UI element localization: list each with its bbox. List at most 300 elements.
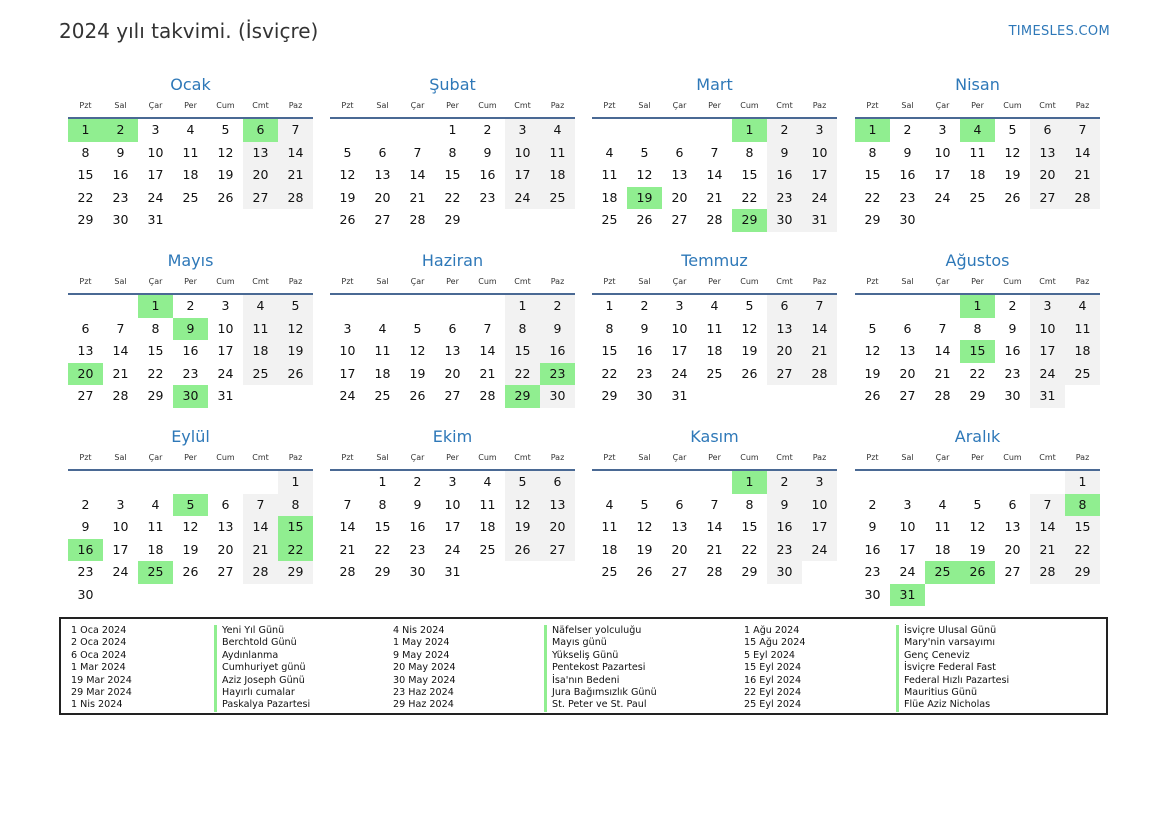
weekend-day-cell: 16	[767, 516, 802, 539]
weekday-header	[592, 449, 837, 471]
week-row	[68, 209, 313, 232]
weekend-day-cell: 10	[1030, 318, 1065, 341]
day-cell: 12	[217, 144, 234, 160]
weekday-label: Pzt	[866, 453, 879, 462]
legend-holiday-name: Genç Ceneviz	[904, 649, 970, 661]
day-cell: 11	[706, 320, 723, 336]
week-row	[68, 142, 313, 165]
weekday-label: Cum	[478, 277, 497, 286]
weekend-day-cell: 21	[243, 539, 278, 562]
empty-day-cell	[278, 584, 313, 607]
weekend-day-cell: 18	[540, 164, 575, 187]
day-cell: 23	[1004, 365, 1021, 381]
day-cell: 15	[601, 343, 618, 358]
day-cell: 28	[409, 212, 426, 227]
week-row	[330, 164, 575, 187]
empty-day-cell	[278, 385, 313, 408]
day-cell: 19	[339, 189, 356, 205]
empty-day-cell	[103, 295, 138, 318]
weekend-day-cell: 20	[1030, 164, 1065, 187]
weekday-label: Pzt	[866, 101, 879, 110]
week-row	[592, 295, 837, 318]
weekday-label: Çar	[410, 101, 425, 110]
day-cell: 14	[706, 167, 723, 182]
day-cell: 5	[1008, 122, 1017, 137]
weekday-label: Cmt	[776, 453, 793, 462]
day-cell: 16	[409, 519, 426, 534]
weekend-day-cell: 17	[1030, 340, 1065, 363]
weekend-day-cell: 25	[1065, 363, 1100, 386]
week-row	[592, 340, 837, 363]
empty-day-cell	[627, 471, 662, 494]
weekday-label: Cum	[740, 101, 759, 110]
weekend-day-cell: 21	[1030, 539, 1065, 562]
legend-holiday-name: Flüe Aziz Nicholas	[904, 699, 991, 711]
day-cell: 24	[444, 541, 461, 557]
weekend-day-cell: 6	[767, 295, 802, 318]
legend-holiday-name: St. Peter ve St. Paul	[552, 699, 647, 711]
week-row	[68, 539, 313, 562]
weekend-day-cell: 7	[1065, 119, 1100, 142]
day-cell: 8	[448, 144, 457, 160]
day-cell: 4	[710, 298, 719, 313]
weekday-label: Pzt	[341, 101, 354, 110]
week-row	[330, 539, 575, 562]
empty-day-cell	[1030, 584, 1065, 607]
empty-day-cell	[1065, 584, 1100, 607]
day-cell: 24	[934, 189, 951, 205]
day-cell: 2	[81, 496, 90, 512]
weekend-day-cell: 3	[802, 471, 837, 494]
month-11	[592, 425, 837, 584]
weekend-day-cell: 21	[802, 340, 837, 363]
day-cell: 4	[186, 122, 195, 137]
day-cell: 21	[706, 189, 723, 205]
week-row	[330, 471, 575, 494]
week-row	[330, 187, 575, 210]
weekday-label: Cmt	[776, 101, 793, 110]
weekday-label: Sal	[114, 101, 127, 110]
day-cell: 5	[973, 496, 982, 512]
weekend-day-cell: 6	[1030, 119, 1065, 142]
day-cell: 6	[675, 144, 684, 160]
month-6	[330, 249, 575, 408]
month-title: Kasım	[690, 427, 739, 446]
weekday-label: Sal	[901, 101, 914, 110]
weekend-day-cell: 9	[540, 318, 575, 341]
weekday-label: Sal	[114, 277, 127, 286]
week-row	[68, 516, 313, 539]
empty-day-cell	[802, 385, 837, 408]
day-cell: 26	[217, 189, 234, 205]
day-cell: 3	[343, 320, 352, 336]
weekend-day-cell: 1	[278, 471, 313, 494]
month-9	[68, 425, 313, 606]
month-title: Mart	[696, 75, 733, 94]
legend-names-column	[896, 625, 1009, 712]
weekday-label: Per	[708, 101, 721, 110]
weekend-day-cell: 25	[540, 187, 575, 210]
day-cell: 3	[903, 496, 912, 512]
weekend-day-cell: 27	[540, 539, 575, 562]
weekday-label: Cmt	[252, 101, 269, 110]
day-cell: 2	[868, 496, 877, 512]
month-title: Haziran	[421, 251, 484, 270]
week-row	[592, 142, 837, 165]
day-cell: 1	[378, 474, 387, 489]
weekday-label: Cum	[740, 453, 759, 462]
day-cell: 15	[77, 167, 94, 182]
day-cell: 29	[444, 212, 461, 227]
empty-day-cell	[960, 584, 995, 607]
empty-day-cell	[960, 209, 995, 232]
day-cell: 14	[112, 343, 129, 358]
weekend-day-cell: 7	[802, 295, 837, 318]
weekend-day-cell: 16	[540, 340, 575, 363]
day-cell: 16	[479, 167, 496, 182]
day-cell: 11	[479, 496, 496, 512]
holiday-day-cell: 25	[925, 561, 960, 584]
day-cell: 11	[601, 167, 618, 182]
day-cell: 23	[182, 365, 199, 381]
weekday-label: Çar	[672, 101, 687, 110]
legend-holiday-name: Hayırlı cumalar	[222, 687, 295, 699]
day-cell: 14	[706, 519, 723, 534]
weekend-day-cell: 2	[767, 471, 802, 494]
day-cell: 21	[479, 365, 496, 381]
day-cell: 3	[151, 122, 160, 137]
weekday-label: Paz	[550, 277, 565, 286]
legend-holiday-name: Näfelser yolculuğu	[552, 625, 642, 636]
day-cell: 9	[868, 519, 877, 534]
empty-day-cell	[365, 119, 400, 142]
legend-holiday-name: Aydınlanma	[222, 649, 279, 661]
holiday-day-cell: 1	[138, 295, 173, 318]
day-cell: 13	[671, 167, 688, 182]
weekday-label: Çar	[148, 101, 163, 110]
day-cell: 3	[675, 298, 684, 313]
legend-dates-column	[393, 625, 456, 712]
day-cell: 24	[339, 388, 356, 403]
holiday-day-cell: 29	[732, 209, 767, 232]
empty-day-cell	[138, 471, 173, 494]
week-row	[592, 164, 837, 187]
holiday-day-cell: 5	[173, 494, 208, 517]
empty-day-cell	[995, 584, 1030, 607]
weekday-label: Pzt	[79, 101, 92, 110]
weekend-day-cell: 17	[802, 516, 837, 539]
weekend-day-cell: 20	[767, 340, 802, 363]
weekday-label: Cum	[1003, 277, 1022, 286]
day-cell: 11	[969, 144, 986, 160]
week-row	[68, 385, 313, 408]
weekend-day-cell: 13	[1030, 142, 1065, 165]
week-row	[855, 318, 1100, 341]
weekday-label: Pzt	[79, 453, 92, 462]
weekday-label: Cum	[1003, 453, 1022, 462]
weekend-day-cell: 23	[767, 539, 802, 562]
day-cell: 27	[444, 388, 461, 403]
day-cell: 29	[601, 388, 618, 403]
weekday-label: Pzt	[341, 453, 354, 462]
weekend-day-cell: 14	[243, 516, 278, 539]
weekday-label: Cum	[216, 277, 235, 286]
legend-date: 1 Nis 2024	[71, 699, 123, 711]
day-cell: 6	[81, 320, 90, 336]
empty-day-cell	[173, 471, 208, 494]
week-row	[68, 318, 313, 341]
holiday-day-cell: 23	[540, 363, 575, 386]
day-cell: 31	[671, 388, 688, 403]
weekend-day-cell: 13	[243, 142, 278, 165]
empty-day-cell	[470, 561, 505, 584]
legend-holiday-name: Mayıs günü	[552, 637, 607, 649]
weekend-day-cell: 11	[540, 142, 575, 165]
weekday-label: Pzt	[603, 453, 616, 462]
brand-link[interactable]: TIMESLES.COM	[1008, 24, 1110, 39]
week-row	[330, 119, 575, 142]
day-cell: 21	[409, 189, 426, 205]
weekend-day-cell: 14	[1030, 516, 1065, 539]
day-cell: 30	[636, 388, 653, 403]
day-cell: 22	[741, 189, 758, 205]
day-cell: 22	[601, 365, 618, 381]
day-cell: 18	[706, 343, 723, 358]
day-cell: 13	[77, 343, 94, 358]
day-cell: 7	[483, 320, 492, 336]
day-cell: 6	[378, 144, 387, 160]
empty-day-cell	[1065, 385, 1100, 408]
weekend-day-cell: 12	[278, 318, 313, 341]
week-row	[855, 561, 1100, 584]
weekday-label: Paz	[1075, 453, 1090, 462]
holiday-day-cell: 2	[103, 119, 138, 142]
day-cell: 27	[899, 388, 916, 403]
week-row	[330, 516, 575, 539]
day-cell: 10	[339, 343, 356, 358]
day-cell: 10	[671, 320, 688, 336]
legend-date: 15 Eyl 2024	[744, 662, 802, 674]
legend-holiday-name: Jura Bağımsızlık Günü	[552, 687, 657, 699]
empty-day-cell	[243, 584, 278, 607]
legend-date: 1 Ağu 2024	[744, 625, 800, 636]
day-cell: 5	[413, 320, 422, 336]
weekday-label: Paz	[288, 277, 303, 286]
weekday-label: Cum	[1003, 101, 1022, 110]
day-cell: 6	[221, 496, 230, 512]
week-row	[592, 385, 837, 408]
day-cell: 17	[444, 519, 461, 534]
day-cell: 17	[671, 343, 688, 358]
week-row	[330, 363, 575, 386]
weekday-label: Cum	[216, 453, 235, 462]
day-cell: 10	[147, 144, 164, 160]
day-cell: 21	[706, 541, 723, 557]
day-cell: 28	[339, 564, 356, 579]
week-row	[855, 209, 1100, 232]
empty-day-cell	[697, 471, 732, 494]
weekend-day-cell: 20	[243, 164, 278, 187]
legend-date: 22 Eyl 2024	[744, 687, 802, 699]
day-cell: 22	[444, 189, 461, 205]
weekday-label: Per	[446, 277, 459, 286]
weekday-label: Cmt	[252, 453, 269, 462]
weekend-day-cell: 23	[767, 187, 802, 210]
day-cell: 18	[479, 519, 496, 534]
legend-dates-column	[71, 625, 132, 712]
day-cell: 11	[147, 519, 164, 534]
day-cell: 23	[636, 365, 653, 381]
empty-day-cell	[330, 295, 365, 318]
day-cell: 2	[1008, 298, 1017, 313]
weekday-label: Per	[971, 101, 984, 110]
holiday-day-cell: 8	[1065, 494, 1100, 517]
weekend-day-cell: 3	[1030, 295, 1065, 318]
day-cell: 25	[374, 388, 391, 403]
day-cell: 20	[899, 365, 916, 381]
day-cell: 6	[903, 320, 912, 336]
week-row	[330, 142, 575, 165]
day-cell: 26	[864, 388, 881, 403]
day-cell: 17	[112, 541, 129, 557]
empty-day-cell	[103, 584, 138, 607]
day-cell: 29	[77, 212, 94, 227]
week-row	[855, 164, 1100, 187]
day-cell: 9	[81, 519, 90, 534]
day-cell: 31	[147, 212, 164, 227]
weekday-header	[68, 449, 313, 471]
weekend-day-cell: 8	[278, 494, 313, 517]
empty-day-cell	[173, 209, 208, 232]
weekday-label: Paz	[812, 277, 827, 286]
holiday-day-cell: 4	[960, 119, 995, 142]
legend-holiday-name: Berchtold Günü	[222, 637, 297, 649]
weekend-day-cell: 13	[540, 494, 575, 517]
day-cell: 15	[741, 167, 758, 182]
day-cell: 9	[116, 144, 125, 160]
legend-holiday-name: Federal Hızlı Pazartesi	[904, 674, 1010, 686]
day-cell: 8	[378, 496, 387, 512]
empty-day-cell	[243, 471, 278, 494]
day-cell: 20	[217, 541, 234, 557]
day-cell: 2	[413, 474, 422, 489]
weekend-day-cell: 12	[505, 494, 540, 517]
legend-holiday-name: Yeni Yıl Günü	[222, 625, 285, 636]
day-cell: 4	[483, 474, 492, 489]
week-row	[68, 363, 313, 386]
weekday-label: Çar	[148, 277, 163, 286]
week-row	[592, 561, 837, 584]
day-cell: 18	[182, 167, 199, 182]
day-cell: 29	[741, 564, 758, 579]
day-cell: 3	[448, 474, 457, 489]
legend-holiday-name: Mauritius Günü	[904, 687, 978, 699]
day-cell: 20	[1004, 541, 1021, 557]
day-cell: 26	[339, 212, 356, 227]
holiday-day-cell: 31	[890, 584, 925, 607]
weekday-label: Çar	[935, 277, 950, 286]
weekday-label: Per	[971, 453, 984, 462]
day-cell: 31	[217, 388, 234, 403]
day-cell: 18	[969, 167, 986, 182]
legend-date: 5 Eyl 2024	[744, 649, 796, 661]
empty-day-cell	[697, 385, 732, 408]
weekday-label: Cmt	[1039, 101, 1056, 110]
weekday-label: Paz	[1075, 101, 1090, 110]
weekend-day-cell: 3	[802, 119, 837, 142]
week-row	[68, 295, 313, 318]
day-cell: 12	[339, 167, 356, 182]
week-row	[855, 539, 1100, 562]
day-cell: 19	[636, 541, 653, 557]
empty-day-cell	[138, 584, 173, 607]
legend-date: 6 Oca 2024	[71, 649, 127, 661]
day-cell: 19	[864, 365, 881, 381]
weekend-day-cell: 24	[505, 187, 540, 210]
week-row	[592, 187, 837, 210]
empty-day-cell	[592, 471, 627, 494]
legend-date: 1 May 2024	[393, 637, 450, 649]
empty-day-cell	[330, 119, 365, 142]
weekday-label: Per	[184, 453, 197, 462]
day-cell: 15	[864, 167, 881, 182]
day-cell: 29	[969, 388, 986, 403]
week-row	[592, 318, 837, 341]
day-cell: 16	[182, 343, 199, 358]
weekend-day-cell: 24	[802, 539, 837, 562]
empty-day-cell	[592, 119, 627, 142]
holiday-day-cell: 15	[278, 516, 313, 539]
weekend-day-cell: 21	[1065, 164, 1100, 187]
day-cell: 12	[182, 519, 199, 534]
weekend-day-cell: 14	[278, 142, 313, 165]
week-row	[855, 471, 1100, 494]
week-row	[855, 385, 1100, 408]
week-row	[592, 539, 837, 562]
legend-date: 29 Mar 2024	[71, 687, 132, 699]
legend-date: 1 Oca 2024	[71, 625, 127, 636]
weekend-day-cell: 10	[505, 142, 540, 165]
weekday-label: Sal	[376, 453, 389, 462]
month-5	[68, 249, 313, 408]
empty-day-cell	[470, 209, 505, 232]
empty-day-cell	[505, 561, 540, 584]
weekend-day-cell: 24	[802, 187, 837, 210]
weekday-label: Per	[708, 277, 721, 286]
day-cell: 19	[1004, 167, 1021, 182]
holiday-day-cell: 1	[732, 119, 767, 142]
empty-day-cell	[540, 561, 575, 584]
month-4	[855, 73, 1100, 232]
day-cell: 12	[969, 519, 986, 534]
week-row	[855, 119, 1100, 142]
day-cell: 15	[147, 343, 164, 358]
legend-holiday-name: Aziz Joseph Günü	[222, 674, 305, 686]
weekday-header	[855, 449, 1100, 471]
legend-names-column	[544, 625, 657, 712]
month-title: Aralık	[954, 427, 1001, 446]
weekday-label: Sal	[901, 277, 914, 286]
weekday-header	[592, 273, 837, 295]
day-cell: 19	[182, 541, 199, 557]
day-cell: 28	[706, 564, 723, 579]
weekday-header	[855, 273, 1100, 295]
weekend-day-cell: 19	[278, 340, 313, 363]
day-cell: 8	[81, 144, 90, 160]
empty-day-cell	[103, 471, 138, 494]
day-cell: 13	[671, 519, 688, 534]
holiday-legend	[59, 617, 1108, 715]
